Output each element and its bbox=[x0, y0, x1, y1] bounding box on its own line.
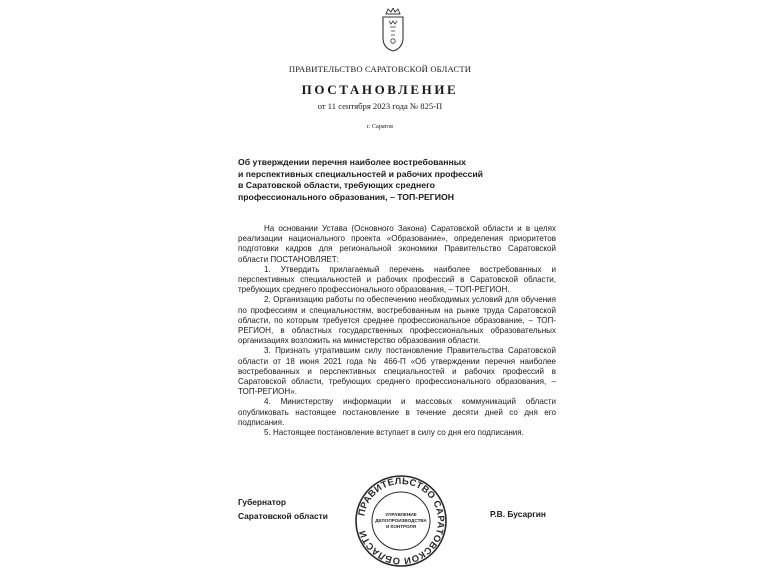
document-body bbox=[238, 224, 556, 438]
document-date-number: от 11 сентября 2023 года № 825-П bbox=[317, 101, 443, 111]
signatory-name: Р.В. Бусаргин bbox=[490, 509, 546, 519]
document-subject bbox=[238, 157, 558, 203]
subject-line: в Саратовской области, требующих среднего bbox=[238, 180, 435, 191]
document-title: ПОСТАНОВЛЕНИЕ bbox=[301, 82, 459, 97]
stamp-inner-line: И КОНТРОЛЯ bbox=[385, 524, 417, 529]
subject-line: и перспективных специальностей и рабочих профессий bbox=[238, 168, 484, 179]
official-stamp bbox=[354, 474, 448, 568]
body-paragraph: 5. Настоящее постановление вступает в силу со дня его подписания. bbox=[264, 428, 524, 438]
stamp-outer-text: ПРАВИТЕЛЬСТВО САРАТОВСКОЙ ОБЛАСТИ bbox=[355, 474, 448, 568]
stamp-inner-line: ДЕЛОПРОИЗВОДСТВА bbox=[375, 518, 427, 523]
body-paragraph: 1. Утвердить прилагаемый перечень наиболее востребованных и перспективных специальностей и рабочих профессий в Саратовской области, требующих среднего профессионального образования, – ТОП-РЕГИОН. bbox=[238, 264, 556, 295]
signatory-title bbox=[238, 495, 328, 523]
government-header: ПРАВИТЕЛЬСТВО САРАТОВСКОЙ ОБЛАСТИ bbox=[288, 64, 472, 74]
document-city: г. Саратов bbox=[366, 123, 394, 130]
body-paragraph: 3. Признать утратившим силу постановление Правительства Саратовской области от 18 июня 2021 года № 466-П «Об утверждении перечня наиболее востребованных и перспективных специальностей и рабочих профессий в Саратовской области, требующих среднего профессионального образования, – ТОП-РЕГИОН». bbox=[238, 346, 556, 397]
body-paragraph: 4. Министерству информации и массовых коммуникаций области опубликовать настоящее постановление в течение десяти дней со дня его подписания. bbox=[238, 397, 556, 427]
body-paragraph: На основании Устава (Основного Закона) Саратовской области и в целях реализации национального проекта «Образование», определения приоритетов подготовки кадров для региональной экономики Правительство Саратовской области ПОСТАНОВЛЯЕТ: bbox=[238, 224, 556, 264]
subject-line: Об утверждении перечня наиболее востребованных bbox=[238, 157, 466, 167]
body-paragraph: 2. Организацию работы по обеспечению необходимых условий для обучения по профессиям и специальностям, востребованным на рынке труда Саратовской области, по которым требуется среднее профессиональное образование, – ТОП-РЕГИОН, в областных государственных профессиональных образовательных организациях возложить на министерство образования области. bbox=[238, 295, 556, 346]
signatory-title-line: Саратовской области bbox=[238, 511, 328, 521]
subject-line: профессионального образования, – ТОП-РЕГИОН bbox=[238, 191, 454, 202]
coat-of-arms-icon bbox=[380, 8, 406, 52]
stamp-inner-line: УПРАВЛЕНИЕ bbox=[385, 512, 417, 517]
signatory-title-line: Губернатор bbox=[238, 497, 286, 507]
